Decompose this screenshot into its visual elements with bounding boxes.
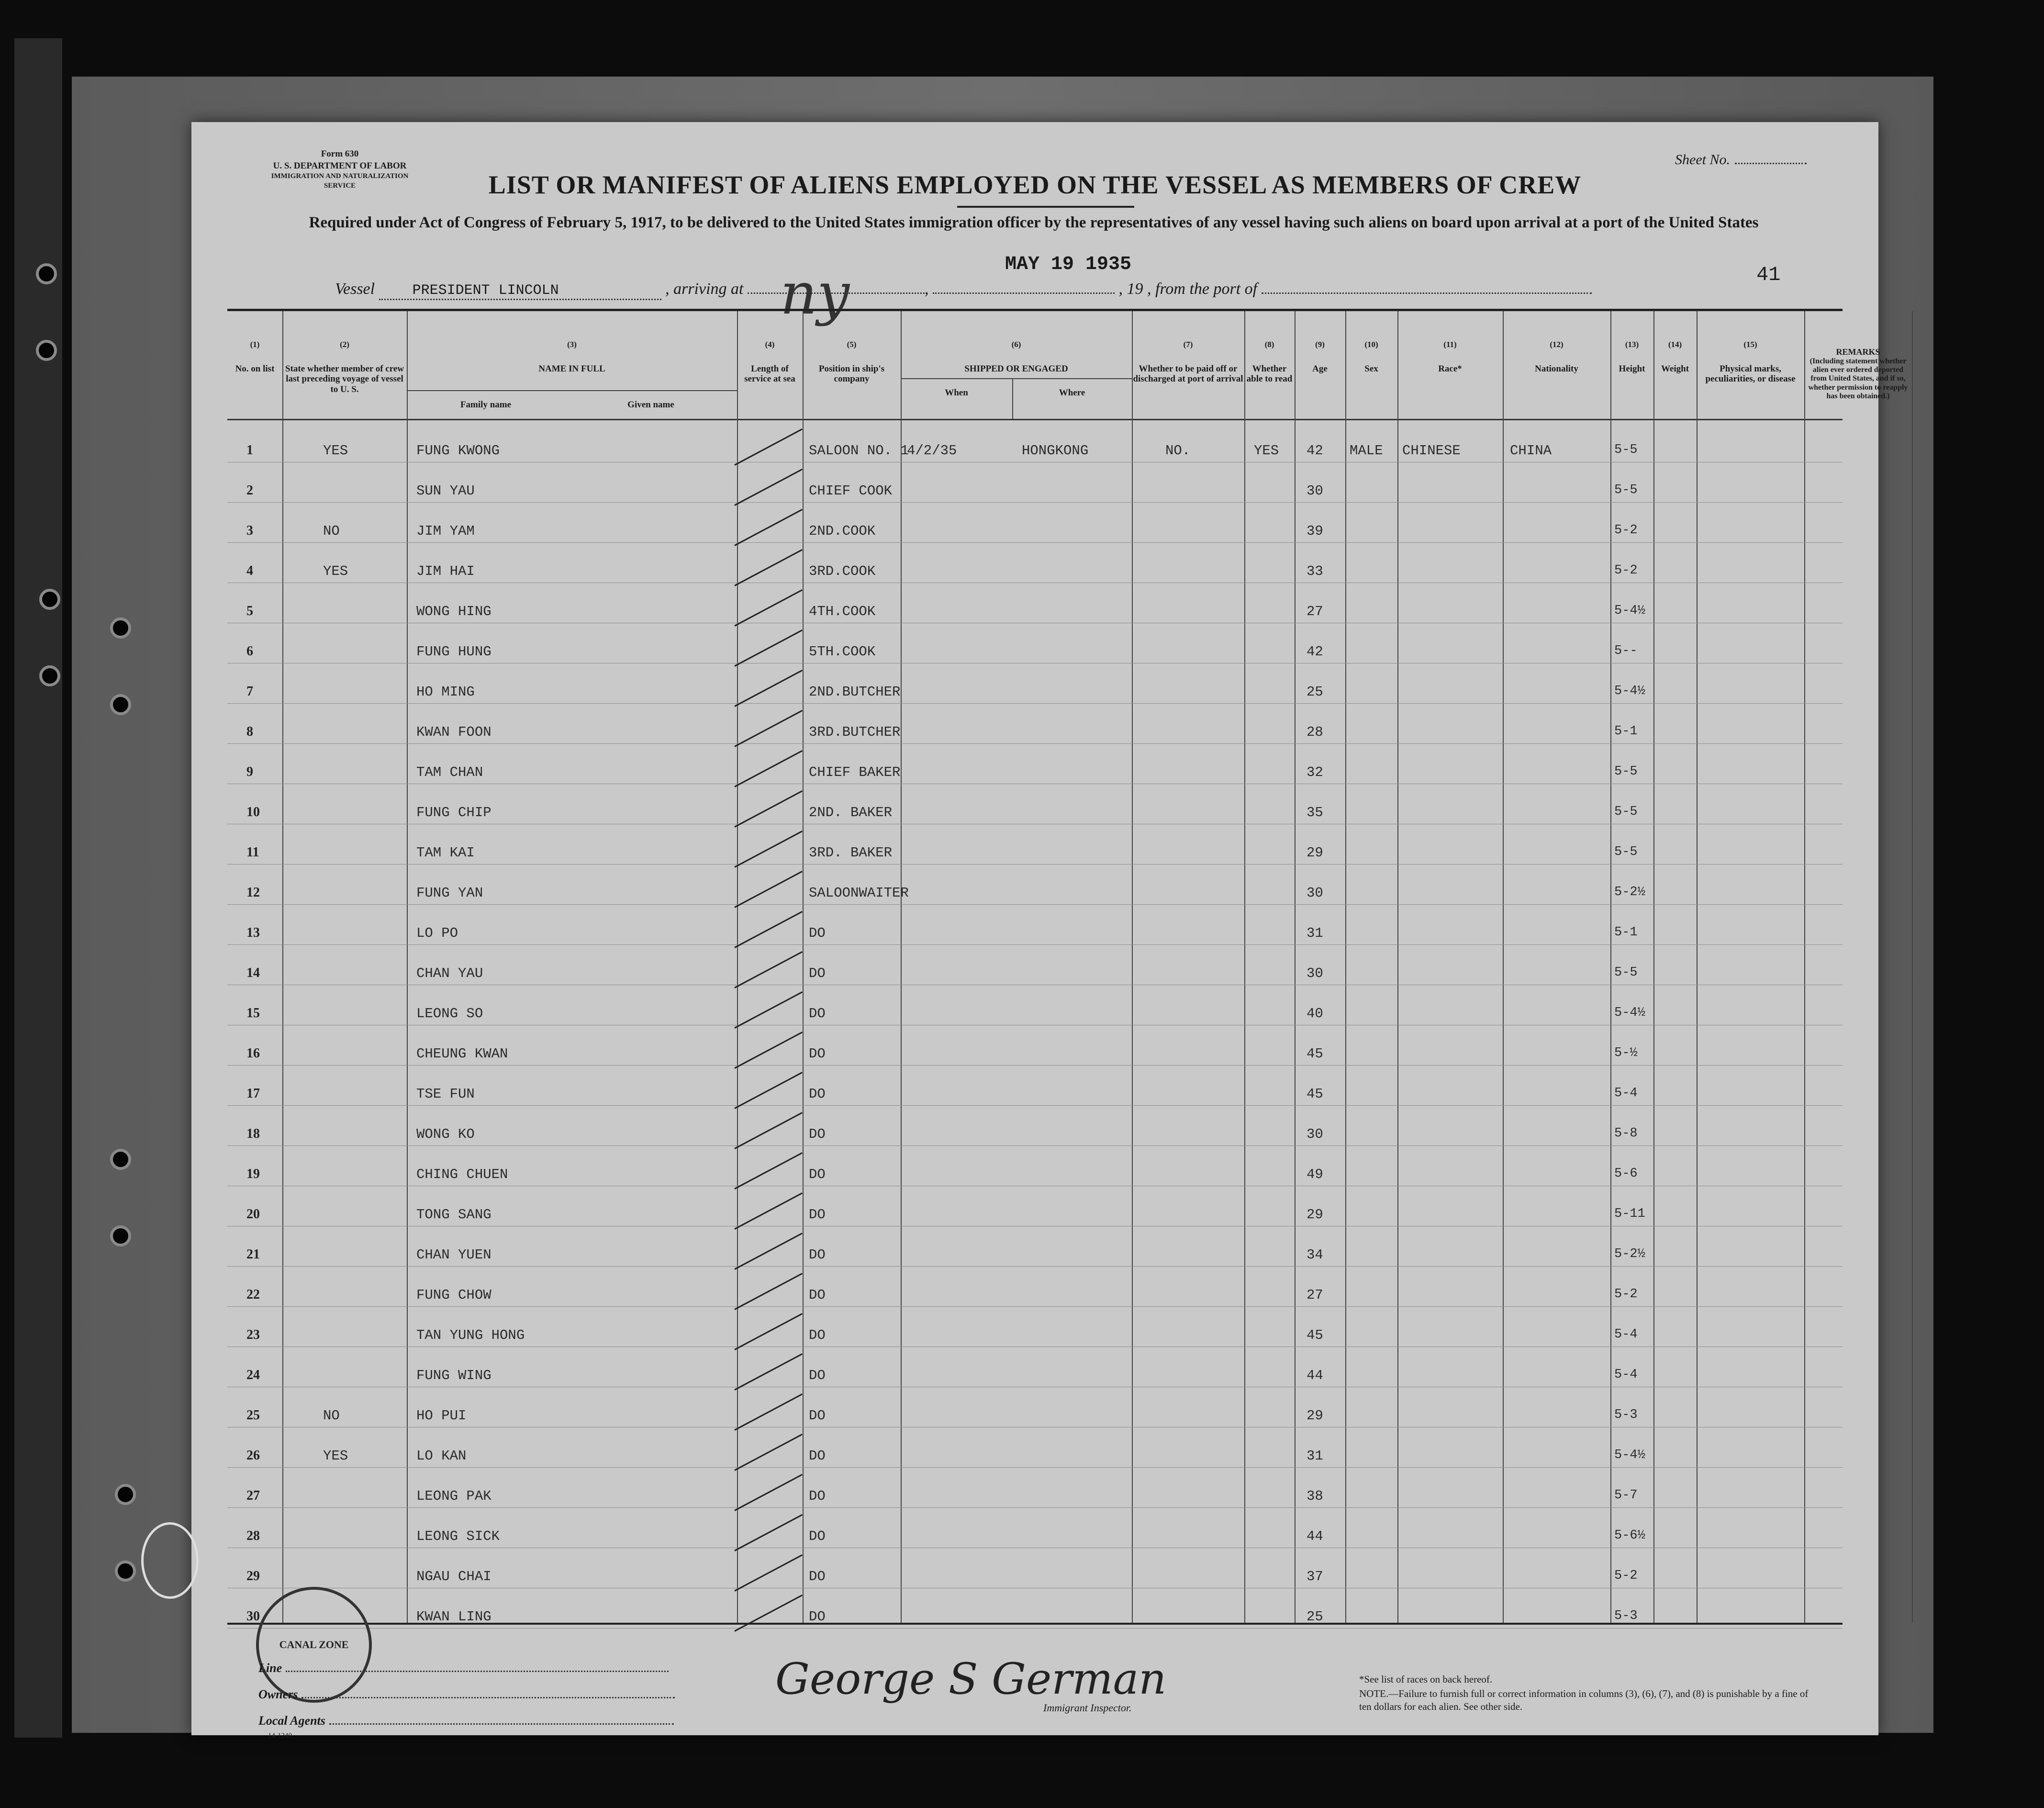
row-number: 29: [246, 1569, 260, 1583]
height-cell: 5-4½: [1614, 604, 1645, 618]
service-check-mark: [734, 1474, 803, 1511]
row-number: 17: [246, 1086, 260, 1101]
vessel-row: Vessel PRESIDENT LINCOLN , arriving at , , 19 , from the port of: [335, 280, 1866, 300]
nationality-cell: CHINA: [1510, 443, 1552, 459]
height-cell: 5-5: [1614, 483, 1638, 497]
crew-name-cell: FUNG WING: [416, 1368, 491, 1383]
page-subtitle: Required under Act of Congress of February 5, 1917, to be delivered to the United States immigration officer by the representatives of any vessel having such aliens on board upon arrival at a port of the United States: [309, 214, 1759, 231]
position-cell: DO: [809, 1327, 826, 1343]
header-height: (13) Height: [1619, 340, 1645, 374]
from-port-field: [1262, 292, 1592, 294]
age-cell: 45: [1307, 1046, 1323, 1062]
height-cell: 5-11: [1614, 1207, 1645, 1221]
vessel-name: PRESIDENT LINCOLN: [379, 282, 661, 300]
row-number: 30: [246, 1609, 260, 1624]
binder-hole: [39, 665, 60, 686]
previous-voyage-cell: NO: [323, 523, 340, 539]
height-cell: 5-2½: [1614, 885, 1645, 899]
position-cell: DO: [809, 1408, 826, 1424]
header-position: (5) Position in ship's company: [818, 340, 885, 384]
races-note: *See list of races on back hereof.: [1359, 1673, 1493, 1685]
age-cell: 25: [1307, 1609, 1323, 1625]
canal-zone-stamp: CANAL ZONE: [256, 1587, 372, 1703]
row-number: 26: [246, 1448, 260, 1463]
height-cell: 5--: [1614, 644, 1638, 658]
inspector-label: Immigrant Inspector.: [1043, 1702, 1132, 1714]
height-cell: 5-4: [1614, 1368, 1638, 1382]
service-check-mark: [734, 710, 803, 747]
binder-edge: [14, 38, 62, 1738]
row-number: 2: [246, 483, 253, 498]
owners-field: Owners: [258, 1687, 675, 1702]
from-port-label: , from the port of: [1147, 280, 1258, 298]
age-cell: 31: [1307, 1448, 1323, 1464]
binder-hole: [110, 694, 131, 715]
row-number: 24: [246, 1368, 260, 1382]
position-cell: CHIEF COOK: [809, 483, 893, 499]
row-number: 20: [246, 1207, 260, 1222]
row-number: 18: [246, 1126, 260, 1141]
service-check-mark: [734, 549, 803, 586]
position-cell: DO: [809, 1207, 826, 1223]
footer-form-code: 14-1240: [268, 1732, 292, 1740]
crew-name-cell: FUNG CHIP: [416, 805, 491, 820]
height-cell: 5-4½: [1614, 1006, 1645, 1020]
age-cell: 25: [1307, 684, 1323, 700]
inspector-signature: George S German: [775, 1654, 1167, 1704]
crew-name-cell: TAN YUNG HONG: [416, 1327, 525, 1343]
header-physical-marks: (15) Physical marks, peculiarities, or disease: [1705, 340, 1796, 384]
row-number: 6: [246, 644, 253, 659]
position-cell: 4TH.COOK: [809, 604, 876, 619]
header-length-service: (4) Length of service at sea: [744, 340, 795, 384]
row-number: 5: [246, 604, 253, 618]
age-cell: 31: [1307, 925, 1323, 941]
height-cell: 5-4½: [1614, 684, 1645, 698]
position-cell: DO: [809, 1448, 826, 1464]
height-cell: 5-5: [1614, 805, 1638, 819]
row-number: 22: [246, 1287, 260, 1302]
header-sex: (10) Sex: [1364, 340, 1378, 374]
age-cell: 45: [1307, 1327, 1323, 1343]
header-name: (3) NAME IN FULL: [538, 340, 605, 374]
able-read-cell: YES: [1254, 443, 1279, 459]
row-number: 28: [246, 1528, 260, 1543]
height-cell: 5-2: [1614, 1287, 1638, 1302]
service-check-mark: [734, 1273, 803, 1310]
age-cell: 34: [1307, 1247, 1323, 1263]
position-cell: DO: [809, 1609, 826, 1625]
service-check-mark: [734, 1112, 803, 1149]
crew-name-cell: CHAN YUEN: [416, 1247, 491, 1263]
height-cell: 5-2: [1614, 1569, 1638, 1583]
header-given-name: Given name: [627, 400, 674, 410]
age-cell: 30: [1307, 966, 1323, 981]
crew-name-cell: FUNG CHOW: [416, 1287, 491, 1303]
row-number: 11: [246, 845, 259, 860]
arriving-label: , arriving at: [665, 280, 744, 298]
service-check-mark: [734, 750, 803, 787]
height-cell: 5-2: [1614, 563, 1638, 578]
height-cell: 5-4½: [1614, 1448, 1645, 1462]
height-cell: 5-1: [1614, 724, 1638, 739]
row-number: 19: [246, 1167, 260, 1181]
position-cell: 2ND.BUTCHER: [809, 684, 901, 700]
header-where: Where: [1059, 388, 1085, 398]
crew-name-cell: LEONG PAK: [416, 1488, 491, 1504]
crew-name-cell: LO KAN: [416, 1448, 467, 1464]
crew-name-cell: WONG KO: [416, 1126, 475, 1142]
position-cell: CHIEF BAKER: [809, 764, 901, 780]
row-number: 23: [246, 1327, 260, 1342]
age-cell: 42: [1307, 644, 1323, 660]
header-no: (1) No. on list: [235, 340, 275, 374]
crew-name-cell: TAM CHAN: [416, 764, 483, 780]
paid-off-cell: NO.: [1165, 443, 1191, 459]
row-number: 7: [246, 684, 253, 699]
local-agents-field: Local Agents: [258, 1714, 674, 1728]
position-cell: 3RD. BAKER: [809, 845, 893, 861]
crew-name-cell: FUNG YAN: [416, 885, 483, 901]
height-cell: 5-2½: [1614, 1247, 1645, 1261]
service-check-mark: [734, 1032, 803, 1069]
height-cell: 5-5: [1614, 845, 1638, 859]
position-cell: DO: [809, 1368, 826, 1383]
position-cell: 2ND. BAKER: [809, 805, 893, 820]
service-check-mark: [734, 1353, 803, 1391]
vessel-label: Vessel: [335, 280, 375, 298]
handwritten-port-mark: ny: [780, 261, 850, 327]
service-check-mark: [734, 1072, 803, 1109]
age-cell: 37: [1307, 1569, 1323, 1584]
position-cell: DO: [809, 1006, 826, 1022]
crew-name-cell: KWAN LING: [416, 1609, 491, 1625]
header-nationality: (12) Nationality: [1535, 340, 1578, 374]
height-cell: 5-2: [1614, 523, 1638, 538]
crew-name-cell: NGAU CHAI: [416, 1569, 491, 1584]
age-cell: 29: [1307, 845, 1323, 861]
height-cell: 5-8: [1614, 1126, 1638, 1141]
service-check-mark: [734, 670, 803, 707]
age-cell: 32: [1307, 764, 1323, 780]
previous-voyage-cell: NO: [323, 1408, 340, 1424]
service-check-mark: [734, 428, 803, 466]
height-cell: 5-5: [1614, 443, 1638, 457]
row-number: 8: [246, 724, 253, 739]
position-cell: 3RD.COOK: [809, 563, 876, 579]
height-cell: 5-4: [1614, 1327, 1638, 1342]
previous-voyage-cell: YES: [323, 1448, 348, 1464]
age-cell: 44: [1307, 1528, 1323, 1544]
height-cell: 5-½: [1614, 1046, 1638, 1060]
position-cell: DO: [809, 1167, 826, 1182]
arriving-port-field: [748, 292, 925, 294]
binder-hole: [36, 263, 57, 284]
service-check-mark: [734, 1192, 803, 1230]
header-weight: (14) Weight: [1661, 340, 1689, 374]
position-cell: DO: [809, 1287, 826, 1303]
binder-hole: [39, 589, 60, 610]
age-cell: 30: [1307, 885, 1323, 901]
crew-name-cell: HO PUI: [416, 1408, 467, 1424]
page-number: 41: [1756, 263, 1781, 286]
service-check-mark: [734, 1313, 803, 1350]
previous-voyage-cell: YES: [323, 563, 348, 579]
age-cell: 30: [1307, 1126, 1323, 1142]
age-cell: 35: [1307, 805, 1323, 820]
binder-hole: [110, 1225, 131, 1247]
position-cell: DO: [809, 1126, 826, 1142]
age-cell: 49: [1307, 1167, 1323, 1182]
service-check-mark: [734, 911, 803, 948]
height-cell: 5-7: [1614, 1488, 1638, 1503]
height-cell: 5-6: [1614, 1167, 1638, 1181]
age-cell: 39: [1307, 523, 1323, 539]
age-cell: 27: [1307, 604, 1323, 619]
position-cell: SALOONWAITER: [809, 885, 909, 901]
previous-voyage-cell: YES: [323, 443, 348, 459]
service-check-mark: [734, 790, 803, 828]
service-check-mark: [734, 1595, 803, 1632]
position-cell: DO: [809, 1247, 826, 1263]
sheet-label: Sheet No.: [1675, 152, 1730, 168]
age-cell: 30: [1307, 483, 1323, 499]
height-cell: 5-3: [1614, 1408, 1638, 1422]
height-cell: 5-6½: [1614, 1528, 1645, 1543]
height-cell: 5-3: [1614, 1609, 1638, 1623]
service-check-mark: [734, 1393, 803, 1431]
row-number: 15: [246, 1006, 260, 1021]
service-check-mark: [734, 1554, 803, 1592]
age-cell: 29: [1307, 1207, 1323, 1223]
manifest-sheet: [191, 122, 1908, 1740]
crew-table: [227, 309, 1908, 1625]
header-when: When: [945, 388, 968, 398]
header-family-name: Family name: [460, 400, 512, 410]
line-field: Line: [258, 1661, 669, 1675]
row-number: 4: [246, 563, 253, 578]
sheet-number: [1675, 152, 1807, 168]
crew-name-cell: TSE FUN: [416, 1086, 475, 1102]
row-number: 1: [246, 443, 253, 458]
service-check-mark: [734, 951, 803, 988]
age-cell: 28: [1307, 724, 1323, 740]
year-label: , 19: [1118, 280, 1143, 298]
page-title: LIST OR MANIFEST OF ALIENS EMPLOYED ON THE VESSEL AS MEMBERS OF CREW: [488, 170, 1582, 199]
position-cell: 3RD.BUTCHER: [809, 724, 901, 740]
position-cell: DO: [809, 1086, 826, 1102]
service-check-mark: [734, 1233, 803, 1270]
binder-hole: [115, 1561, 136, 1582]
service-check-mark: [734, 1514, 803, 1551]
crew-name-cell: KWAN FOON: [416, 724, 491, 740]
service-check-mark: [734, 991, 803, 1029]
row-number: 9: [246, 764, 253, 779]
service-check-mark: [734, 1152, 803, 1190]
crew-name-cell: TAM KAI: [416, 845, 475, 861]
crew-name-cell: JIM HAI: [416, 563, 475, 579]
age-cell: 45: [1307, 1086, 1323, 1102]
row-number: 13: [246, 925, 260, 940]
date-field: [933, 292, 1115, 294]
row-number: 12: [246, 885, 260, 900]
binder-hole: [110, 1149, 131, 1170]
row-number: 16: [246, 1046, 260, 1061]
crew-name-cell: LEONG SICK: [416, 1528, 500, 1544]
row-number: 27: [246, 1488, 260, 1503]
department-name: U. S. DEPARTMENT OF LABOR: [273, 160, 407, 171]
crew-name-cell: TONG SANG: [416, 1207, 491, 1223]
crew-name-cell: SUN YAU: [416, 483, 475, 499]
header-remarks: REMARKS (Including statement whether alien ever ordered deported from United States, and if so, whether permission to reapply has been obtained.): [1808, 347, 1908, 401]
age-cell: 44: [1307, 1368, 1323, 1383]
binder-hole: [115, 1484, 136, 1505]
age-cell: 40: [1307, 1006, 1323, 1022]
position-cell: SALOON NO. 1: [809, 443, 909, 459]
crew-name-cell: CHAN YAU: [416, 966, 483, 981]
position-cell: DO: [809, 1046, 826, 1062]
handwritten-circle: [141, 1522, 199, 1599]
binder-hole: [36, 340, 57, 361]
arrival-date-stamp: MAY 19 1935: [1005, 254, 1132, 275]
shipped-when-cell: 4/2/35: [907, 443, 957, 459]
service-check-mark: [734, 589, 803, 627]
service-check-mark: [734, 509, 803, 546]
row-number: 3: [246, 523, 253, 538]
crew-name-cell: CHEUNG KWAN: [416, 1046, 508, 1062]
position-cell: DO: [809, 966, 826, 981]
position-cell: 5TH.COOK: [809, 644, 876, 660]
form-number: Form 630: [321, 149, 359, 159]
age-cell: 29: [1307, 1408, 1323, 1424]
header-previous-voyage: (2) State whether member of crew last preceding voyage of vessel to U. S.: [285, 340, 404, 395]
crew-name-cell: HO MING: [416, 684, 475, 700]
header-able-read: (8) Whether able to read: [1246, 340, 1293, 384]
shipped-where-cell: HONGKONG: [1022, 443, 1089, 459]
header-race: (11) Race*: [1438, 340, 1462, 374]
service-check-mark: [734, 1434, 803, 1471]
service-check-mark: [734, 629, 803, 667]
title-underline: [957, 206, 1134, 208]
height-cell: 5-5: [1614, 764, 1638, 779]
crew-name-cell: JIM YAM: [416, 523, 475, 539]
header-paid-off: (7) Whether to be paid off or discharged at port of arrival: [1133, 340, 1243, 384]
age-cell: 42: [1307, 443, 1323, 459]
sex-cell: MALE: [1350, 443, 1383, 459]
age-cell: 38: [1307, 1488, 1323, 1504]
header-shipped: (6) SHIPPED OR ENGAGED: [964, 340, 1068, 374]
height-cell: 5-5: [1614, 966, 1638, 980]
crew-name-cell: FUNG HUNG: [416, 644, 491, 660]
service-check-mark: [734, 871, 803, 908]
service-check-mark: [734, 831, 803, 868]
row-number: 10: [246, 805, 260, 820]
crew-name-cell: LO PO: [416, 925, 458, 941]
crew-name-cell: CHING CHUEN: [416, 1167, 508, 1182]
position-cell: 2ND.COOK: [809, 523, 876, 539]
row-number: 21: [246, 1247, 260, 1262]
row-number: 25: [246, 1408, 260, 1423]
age-cell: 27: [1307, 1287, 1323, 1303]
header-age: (9) Age: [1312, 340, 1328, 374]
height-cell: 5-4: [1614, 1086, 1638, 1101]
age-cell: 33: [1307, 563, 1323, 579]
height-cell: 5-1: [1614, 925, 1638, 940]
service-name: IMMIGRATION AND NATURALIZATION SERVICE: [271, 172, 409, 190]
penalty-note: NOTE.—Failure to furnish full or correct information in columns (3), (6), (7), and (8) is punishable by a fine of ten dollars for each alien. See other side.: [1359, 1688, 1809, 1713]
binder-hole: [110, 618, 131, 639]
row-number: 14: [246, 966, 260, 980]
position-cell: DO: [809, 1488, 826, 1504]
crew-name-cell: LEONG SO: [416, 1006, 483, 1022]
position-cell: DO: [809, 1528, 826, 1544]
position-cell: DO: [809, 925, 826, 941]
position-cell: DO: [809, 1569, 826, 1584]
service-check-mark: [734, 469, 803, 506]
race-cell: CHINESE: [1402, 443, 1461, 459]
crew-name-cell: WONG HING: [416, 604, 491, 619]
crew-name-cell: FUNG KWONG: [416, 443, 500, 459]
